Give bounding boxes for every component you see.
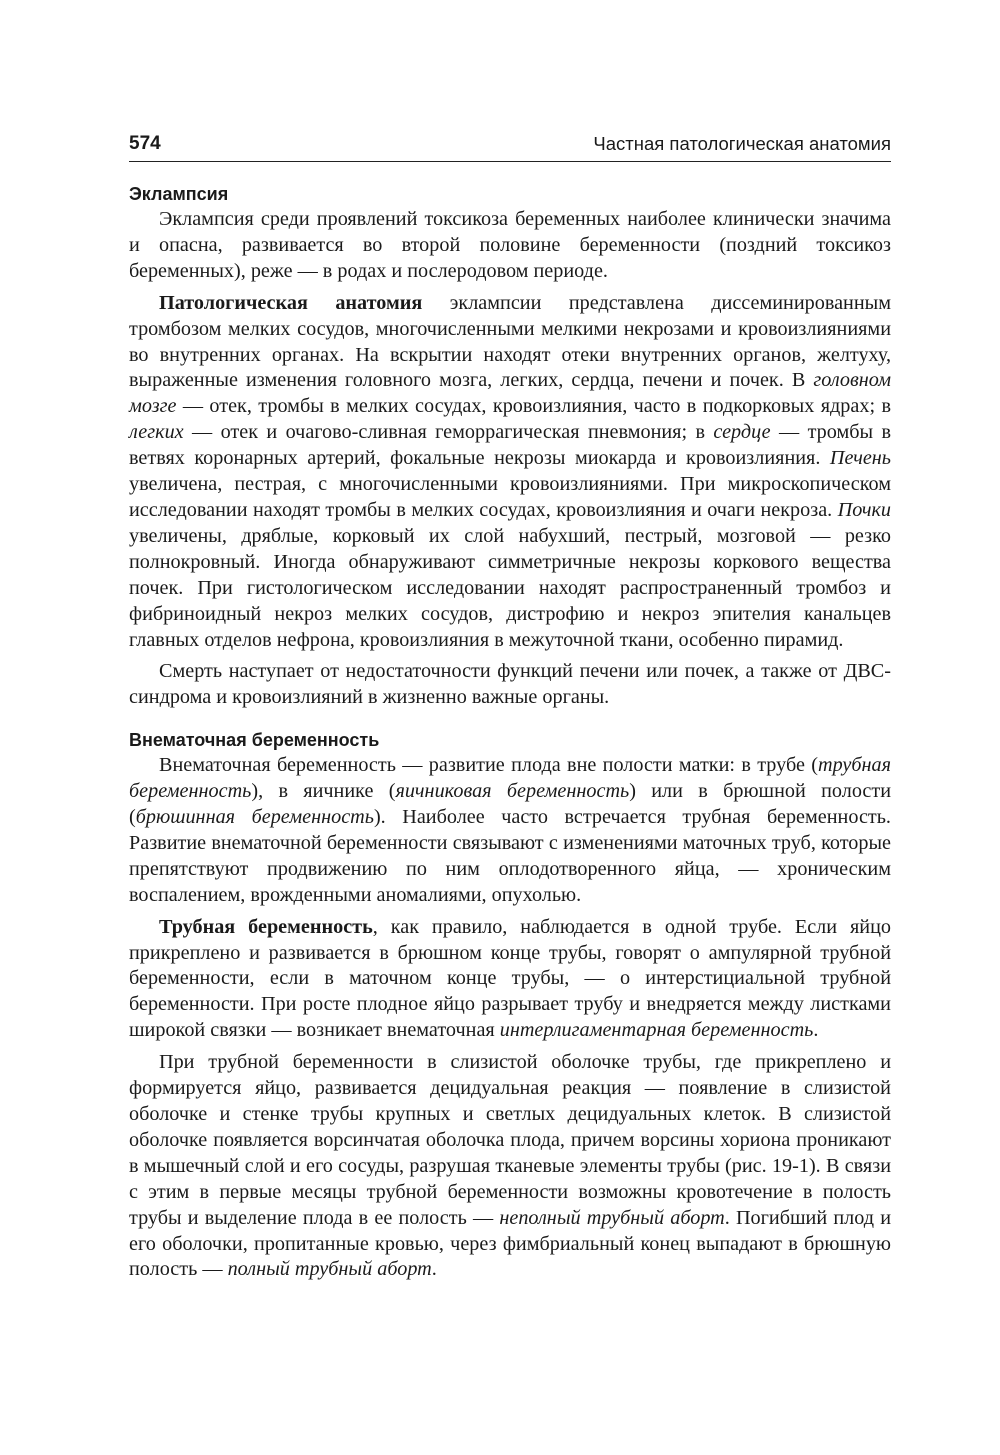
text-run: Эклампсия среди проявлений токсикоза беременных наиболее клинически значима и опасна, развивается во второй половине беременности (поздний токсикоз беременных), реже — в родах и послеродовом периоде. <box>129 208 891 282</box>
text-run: увеличена, пестрая, с многочисленными кровоизлияниями. При микроскопическом исследовании находят тромбы в мелких сосудах, кровоизлияния и очаги некроза. <box>129 473 891 521</box>
running-header <box>129 132 891 162</box>
text-run: — отек, тромбы в мелких сосудах, кровоизлияния, часто в подкорковых ядрах; в <box>176 395 891 418</box>
page-number: 574 <box>129 133 161 154</box>
section-body-ectopic-pregnancy <box>129 753 891 1283</box>
section-heading-eclampsia: Эклампсия <box>129 184 229 204</box>
italic-term: трубная беременность <box>129 754 891 803</box>
text-run: ) или в брюшной полости ( <box>129 780 891 829</box>
text-run: эклампсии представлена диссеминированным тромбозом мелких сосудов, многочисленными мелкими некрозами и кровоизлияниями во внутренних органах. На вскрытии находят отеки внутренних органов, желтуху, выраженные изменения головного мозга, легких, сердца, печени и почек. В <box>129 291 892 392</box>
text-run: ). Наиболее часто встречается трубная беременность. Развитие внематочной беременности связывают с изменениями маточных труб, которые препятствуют продвижению по ним оплодотворенного яйца, — хроническим воспалением, врожденными аномалиями, опухолью. <box>129 806 891 906</box>
text-run: , как правило, наблюдается в одной трубе. Если яйцо прикреплено и развивается в брюшном конце трубы, говорят о ампулярной трубной беременности, если в маточном конце трубы, — о интерстициальной трубной беременности. При росте плодное яйцо разрывает трубу и внедряется между листками широкой связки — возникает внематочная <box>129 915 891 1042</box>
book-page <box>129 132 891 1289</box>
text-run: увеличены, дряблые, корковый их слой набухший, пестрый, мозговой — резко полнокровный. Иногда обнаруживают симметричные некрозы коркового вещества почек. При гистологическом исследовании находят распространенный тромбоз и фибриноидный некроз мелких сосудов, дистрофию и некроз эпителия канальцев главных отделов нефрона, кровоизлияния в межуточной ткани, особенно пирамид. <box>129 524 891 651</box>
italic-term: Печень <box>829 447 891 470</box>
bold-term: Трубная беременность <box>159 915 373 938</box>
running-title: Частная патологическая анатомия <box>593 133 891 154</box>
paragraph <box>129 207 891 285</box>
text-run: . <box>813 1019 819 1042</box>
italic-term: яичниковая беременность <box>395 780 630 803</box>
italic-term: брюшинная беременность <box>135 806 374 829</box>
italic-term: полный трубный аборт <box>227 1258 432 1281</box>
italic-term: легких <box>129 421 184 444</box>
text-run: — отек и очагово-сливная геморрагическая пневмония; в <box>183 421 714 444</box>
italic-term: неполный трубный аборт <box>499 1206 725 1229</box>
section-body-eclampsia <box>129 207 891 711</box>
text-run: При трубной беременности в слизистой оболочке трубы, где прикреплено и формируется яйцо, развивается децидуальная реакция — появление в слизистой оболочке и стенке трубы крупных и светлых децидуальных клеток. В слизистой оболочке появляется ворсинчатая оболочка плода, причем ворсины хориона проникают в мышечный слой и его сосуды, разрушая тканевые элементы трубы (рис. 19-1). В связи с этим в первые месяцы трубной беременности возможны кровотечение в полость трубы и выделение плода в ее полость — <box>129 1051 891 1229</box>
text-run: ), в яичнике ( <box>251 780 396 803</box>
text-run: . Погибший плод и его оболочки, пропитанные кровью, через фимбриальный конец выпадают в брюшную полость — <box>129 1206 891 1281</box>
italic-term: Почки <box>837 498 891 521</box>
paragraph <box>129 659 891 711</box>
text-run: Смерть наступает от недостаточности функций печени или почек, а также от ДВС-синдрома и кровоизлияний в жизненно важные органы. <box>129 660 891 709</box>
italic-term: головном мозге <box>129 369 891 418</box>
paragraph <box>129 753 891 908</box>
text-run: . <box>431 1258 437 1281</box>
italic-term: сердце <box>713 421 771 444</box>
paragraph <box>129 291 891 654</box>
bold-term: Патологическая анатомия <box>159 291 423 314</box>
text-run: — тромбы в ветвях коронарных артерий, фокальные некрозы миокарда и кровоизлияния. <box>129 421 891 470</box>
paragraph <box>129 915 891 1045</box>
section-heading-ectopic-pregnancy: Внематочная беременность <box>129 730 380 751</box>
paragraph <box>129 1050 891 1283</box>
text-run: Внематочная беременность — развитие плода вне полости матки: в трубе ( <box>159 754 818 777</box>
italic-term: интерлигаментарная беременность <box>499 1019 814 1042</box>
